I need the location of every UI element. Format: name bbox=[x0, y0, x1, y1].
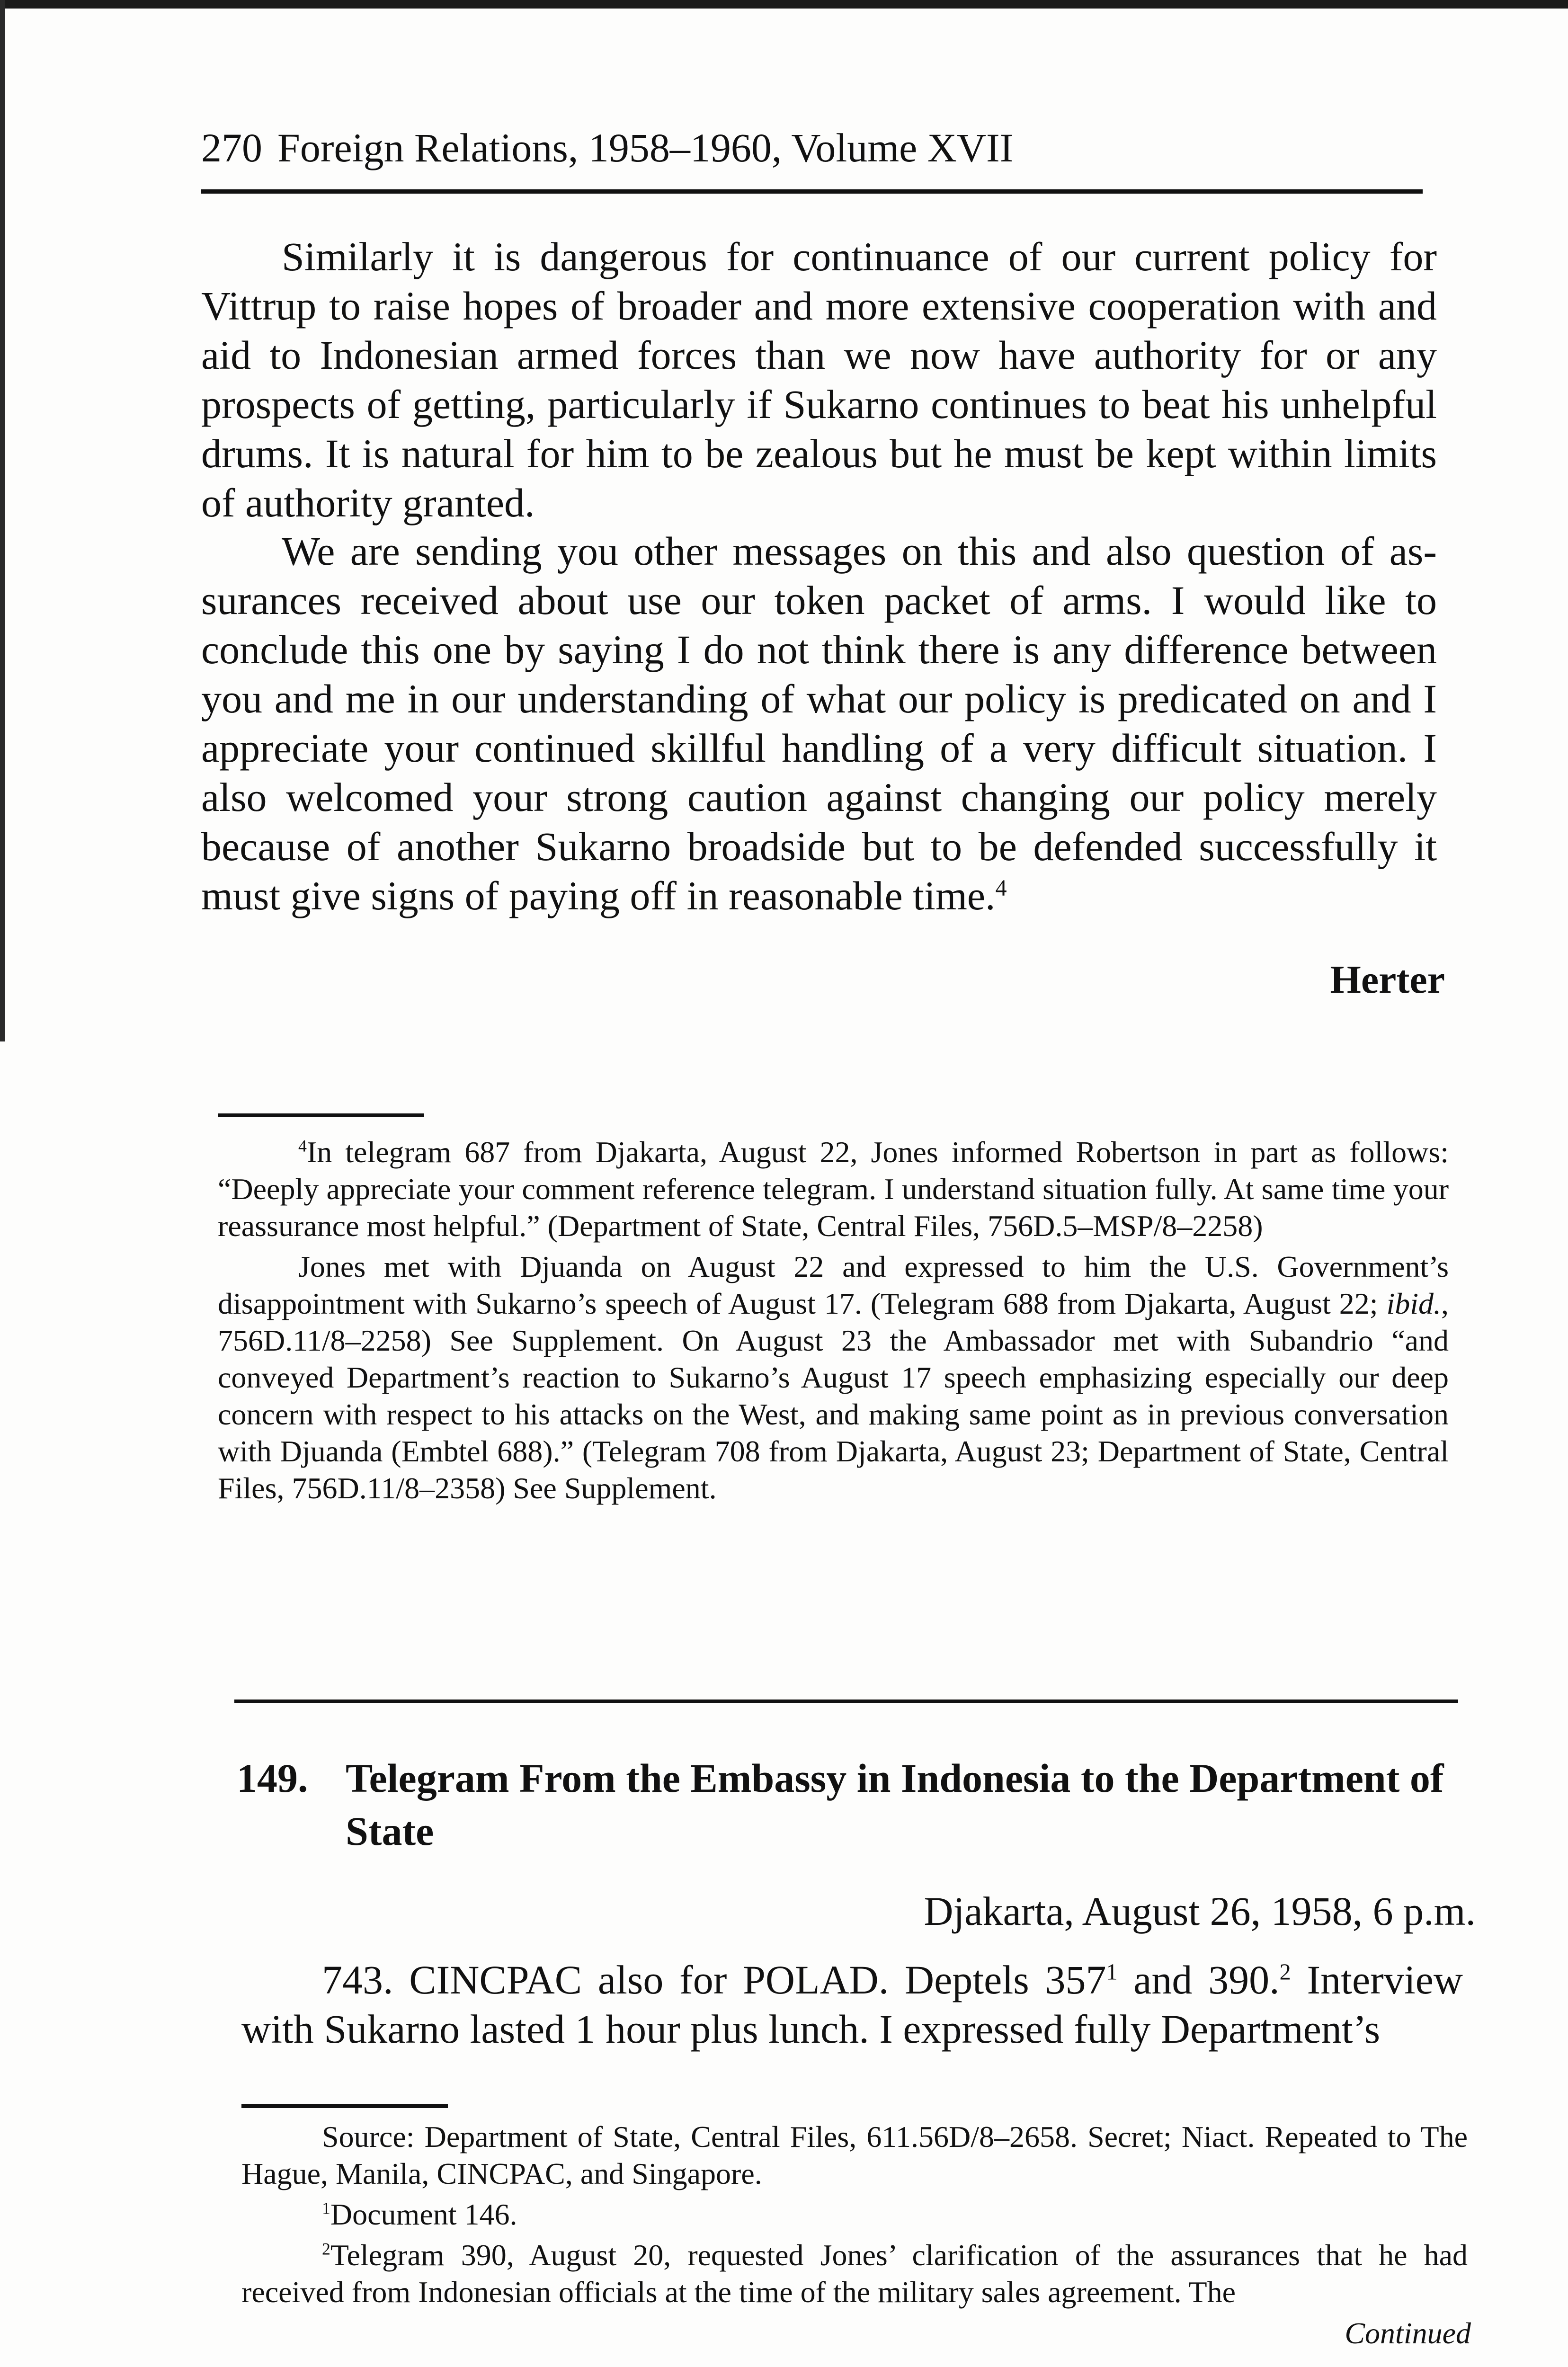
header-rule bbox=[201, 189, 1423, 194]
body-paragraph-2 bbox=[201, 526, 1437, 920]
signature: Herter bbox=[1330, 958, 1445, 1002]
running-title: Foreign Relations, 1958–1960, Volume XVII bbox=[277, 125, 1014, 170]
telegram-text bbox=[241, 1955, 1463, 2054]
document-number: 149. bbox=[237, 1755, 308, 1801]
scan-border-left bbox=[0, 0, 5, 1041]
footnote-text: , 756D.11/8–2258) See Supplement. On August 23 the Ambassador met with Subandrio “and conveyed Department’s reaction to Sukarno’s August 17 speech emphasizing especially our deep concern with respect to his attacks on the West, and making same point as in previous conversation with Djuanda (Embtel 688).” (Telegram 708 from Djakarta, August 23; Department of State, Central Files, 756D.11/8–2358) See Supplement. bbox=[218, 1287, 1449, 1505]
footnote-marker: 4 bbox=[298, 1136, 307, 1156]
body-paragraph-1 bbox=[201, 232, 1437, 527]
scan-border-top bbox=[0, 0, 1568, 9]
footnote-4-continuation bbox=[218, 1248, 1449, 1507]
footnotes-top bbox=[218, 1134, 1449, 1511]
footnote-marker: 2 bbox=[322, 2239, 330, 2259]
paragraph-text: Similarly it is dangerous for continuance of our current policy for Vittrup to raise hopes of broader and more extensive cooperation with and aid to Indonesian armed forces than we now have authority for or any prospects of getting, particularly if Sukarno continues to beat his unhelpful drums. It is natural for him to be zealous but he must be kept within limits of authority granted. bbox=[201, 234, 1437, 525]
footnote-reference: 2 bbox=[1279, 1959, 1291, 1985]
footnote-text: Telegram 390, August 20, requested Jones’ clarification of the assurances that he had received from Indonesian officials at the time of the military sales agreement. The bbox=[241, 2238, 1468, 2309]
document-title: Telegram From the Embassy in Indonesia to the Department of State bbox=[346, 1755, 1444, 1854]
footnote-rule bbox=[241, 2104, 448, 2108]
continued-label: Continued bbox=[1345, 2316, 1471, 2350]
footnote-text: Jones met with Djuanda on August 22 and expressed to him the U.S. Government’s disappointment with Sukarno’s speech of August 17. (Telegram 688 from Djakarta, August 22; bbox=[218, 1250, 1449, 1320]
footnote-1 bbox=[241, 2196, 1468, 2233]
running-head bbox=[201, 124, 1013, 171]
page-number: 270 bbox=[201, 125, 262, 170]
ibid-reference: ibid. bbox=[1386, 1287, 1441, 1320]
dateline: Djakarta, August 26, 1958, 6 p.m. bbox=[924, 1888, 1476, 1934]
source-note: Source: Department of State, Central Files, 611.56D/8–2658. Secret; Niact. Repeated to The Hague, Manila, CINCPAC, and Singapore. bbox=[241, 2120, 1468, 2190]
footnote-reference: 4 bbox=[995, 875, 1007, 901]
footnote-4 bbox=[218, 1134, 1449, 1245]
footnote-marker: 1 bbox=[322, 2198, 330, 2218]
footnote-reference: 1 bbox=[1106, 1959, 1118, 1985]
paragraph-text: 743. CINCPAC also for POLAD. Deptels 357 bbox=[322, 1957, 1106, 2002]
footnotes-bottom bbox=[241, 2118, 1468, 2314]
section-divider bbox=[234, 1700, 1458, 1703]
footnote-text: In telegram 687 from Djakarta, August 22, Jones informed Robertson in part as follows: “Deeply appreciate your comment reference telegram. I understand situation fully. At same time your reassurance most helpful.” (Department of State, Central Files, 756D.5–MSP/8–2258) bbox=[218, 1135, 1449, 1243]
footnote-2 bbox=[241, 2237, 1468, 2311]
footnote-text: Document 146. bbox=[330, 2198, 517, 2231]
footnote-rule bbox=[218, 1113, 424, 1117]
paragraph-text: Interview with Sukarno lasted 1 hour plus lunch. I expressed fully Department’s bbox=[241, 1957, 1463, 2052]
paragraph-text: We are sending you other messages on this and also question of assurances received about use our token packet of arms. I would like to conclude this one by saying I do not think there is any difference between you and me in our understanding of what our policy is predicated on and I appreciate your continued skillful handling of a very difficult situation. I also welcomed your strong caution against changing our policy merely because of another Sukarno broadside but to be defended successfully it must give signs of paying off in reasonable time. bbox=[201, 528, 1437, 918]
paragraph-text: and 390. bbox=[1117, 1957, 1280, 2002]
